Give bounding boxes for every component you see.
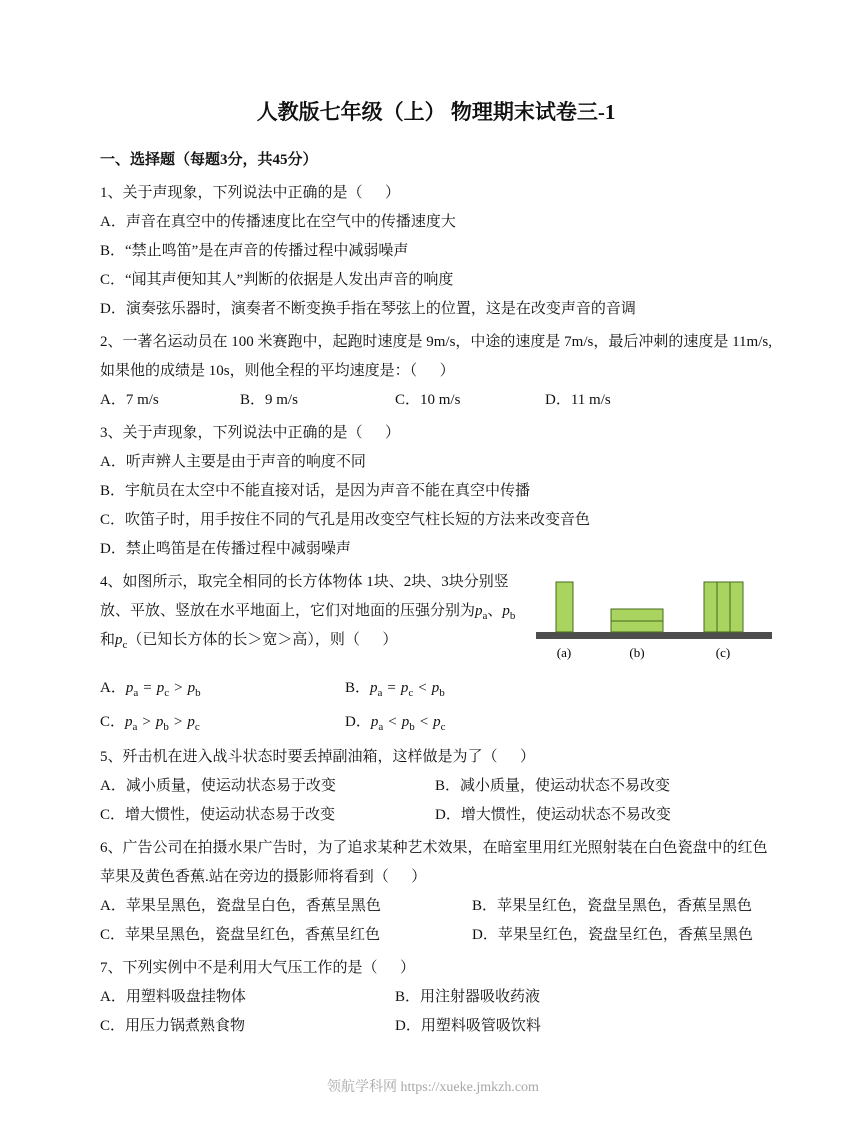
- question-4: [100, 568, 772, 671]
- q3-option-b: B．宇航员在太空中不能直接对话，是因为声音不能在真空中传播: [100, 483, 531, 499]
- figure-label-c: (c): [715, 645, 731, 660]
- q3-option-a: A．听声辨人主要是由于声音的响度不同: [100, 454, 366, 470]
- q7-stem: 7、下列实例中不是利用大气压工作的是（ ）: [100, 960, 416, 976]
- figure-label-a: (a): [556, 645, 572, 660]
- q3-option-d: D．禁止鸣笛是在传播过程中减弱噪声: [100, 541, 351, 557]
- q4-stem: [100, 568, 536, 655]
- q6-stem-line2: 苹果及黄色香蕉.站在旁边的摄影师将看到（ ）: [100, 869, 427, 885]
- q1-option-d: D．演奏弦乐器时，演奏者不断变换手指在琴弦上的位置，这是在改变声音的音调: [100, 301, 636, 317]
- q4-option-a: A．$p_a = p_c > p_b$: [100, 680, 201, 699]
- q4-stem-text-post: （已知长方体的长＞宽＞高），则（ ）: [127, 632, 398, 648]
- section-header: 一、选择题（每题3分，共45分）: [100, 152, 318, 168]
- q7-option-c: C．用压力锅煮熟食物: [100, 1018, 246, 1034]
- q1-option-b: B．“禁止鸣笛”是在声音的传播过程中减弱噪声: [100, 243, 409, 259]
- block-c: [704, 582, 743, 632]
- q6-option-c: C．苹果呈黑色，瓷盘呈红色，香蕉呈红色: [100, 927, 381, 943]
- q6-options-row-2: [100, 921, 772, 950]
- q2-stem-line1: 2、一著名运动员在 100 米赛跑中，起跑时速度是 9m/s，中途的速度是 7m/s，最后冲刺的速度是 11m/s,: [100, 334, 772, 350]
- q2-option-d: D．11 m/s: [545, 392, 611, 408]
- q4-stem-text-pre: 4、如图所示，取完全相同的长方体物体 1块、2块、3块分别竖放、平放、竖放在水平地面上，它们对地面的压强分别为: [100, 574, 509, 619]
- math-p-b: $p_b$: [502, 603, 516, 622]
- q4-option-b: B．$p_a = p_c < p_b$: [345, 680, 445, 699]
- q3-option-c: C．吹笛子时，用手按住不同的气孔是用改变空气柱长短的方法来改变音色: [100, 512, 591, 528]
- q1-option-a: A．声音在真空中的传播速度比在空气中的传播速度大: [100, 214, 456, 230]
- q4-options-row-1: [100, 671, 772, 705]
- q2-option-c: C．10 m/s: [395, 392, 461, 408]
- ground-bar: [536, 632, 772, 639]
- q2-options-row: [100, 386, 772, 415]
- q7-option-a: A．用塑料吸盘挂物体: [100, 989, 246, 1005]
- q1-stem: 1、关于声现象，下列说法中正确的是（ ）: [100, 185, 401, 201]
- q5-options-row-1: [100, 772, 772, 801]
- math-p-a: $p_a$: [475, 603, 488, 622]
- q4-stem-sep2: 和: [100, 603, 520, 648]
- q2-option-b: B．9 m/s: [240, 392, 298, 408]
- q5-option-a: A．减小质量，使运动状态易于改变: [100, 778, 336, 794]
- q6-option-d: D．苹果呈红色，瓷盘呈红色，香蕉呈黑色: [472, 927, 753, 943]
- block-a: [556, 582, 573, 632]
- q7-option-d: D．用塑料吸管吸饮料: [395, 1018, 541, 1034]
- math-p-c: $p_c$: [115, 632, 128, 651]
- q4-figure: [536, 568, 772, 671]
- q1-option-c: C．“闻其声便知其人”判断的依据是人发出声音的响度: [100, 272, 454, 288]
- blocks-figure: [536, 570, 772, 666]
- q5-option-d: D．增大惯性，使运动状态不易改变: [435, 807, 671, 823]
- q4-options-row-2: [100, 705, 772, 739]
- q4-stem-sep1: 、: [487, 603, 503, 619]
- q4-option-d: D．$p_a < p_b < p_c$: [345, 714, 446, 733]
- q7-option-b: B．用注射器吸收药液: [395, 989, 541, 1005]
- footer-watermark: 领航学科网 https://xueke.jmkzh.com: [327, 1080, 539, 1095]
- q6-option-b: B．苹果呈红色，瓷盘呈黑色，香蕉呈黑色: [472, 898, 753, 914]
- q5-option-c: C．增大惯性，使运动状态易于改变: [100, 807, 336, 823]
- q2-stem-line2: 如果他的成绩是 10s，则他全程的平均速度是：（ ）: [100, 363, 455, 379]
- page-title: 人教版七年级（上） 物理期末试卷三-1: [256, 100, 616, 124]
- q2-option-a: A．7 m/s: [100, 392, 159, 408]
- block-b: [611, 609, 663, 632]
- figure-label-b: (b): [629, 645, 645, 660]
- q4-option-c: C．$p_a > p_b > p_c$: [100, 714, 200, 733]
- q6-stem-line1: 6、广告公司在拍摄水果广告时，为了追求某种艺术效果，在暗室里用红光照射装在白色瓷盘中的红色: [100, 840, 768, 856]
- q7-options-row-2: [100, 1012, 772, 1041]
- q6-options-row-1: [100, 892, 772, 921]
- q5-option-b: B．减小质量，使运动状态不易改变: [435, 778, 671, 794]
- q5-options-row-2: [100, 801, 772, 830]
- q6-option-a: A．苹果呈黑色，瓷盘呈白色，香蕉呈黑色: [100, 898, 381, 914]
- q5-stem: 5、歼击机在进入战斗状态时要丢掉副油箱，这样做是为了（ ）: [100, 749, 536, 765]
- q7-options-row-1: [100, 983, 772, 1012]
- q3-stem: 3、关于声现象，下列说法中正确的是（ ）: [100, 425, 401, 441]
